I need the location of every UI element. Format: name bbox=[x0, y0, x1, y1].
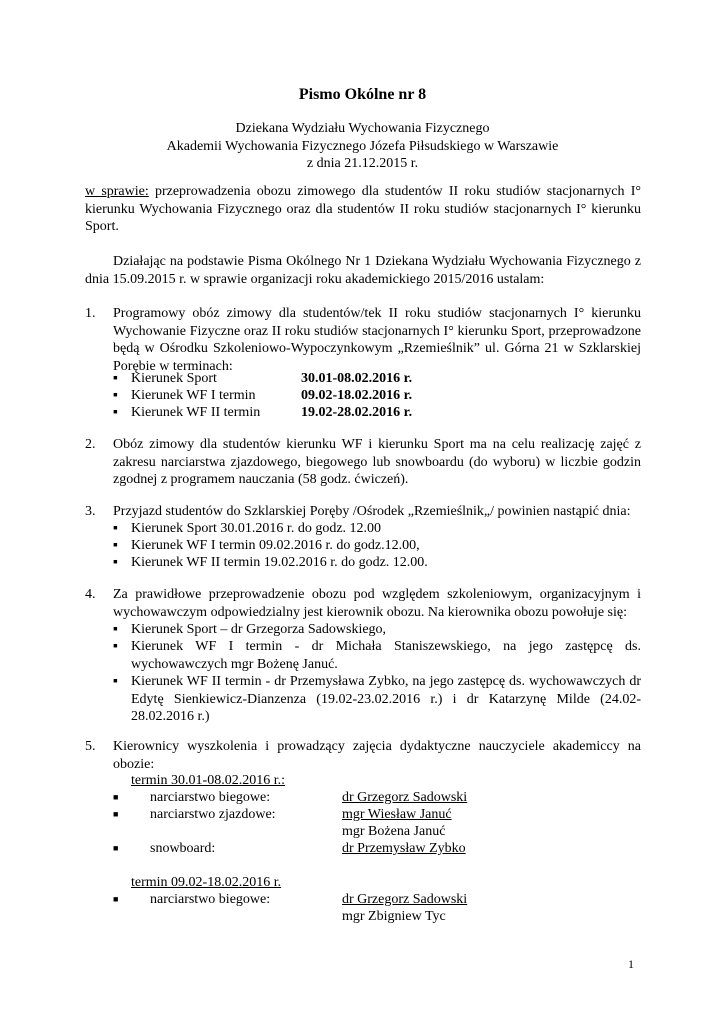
discipline: narciarstwo biegowe: bbox=[150, 892, 271, 907]
discipline: snowboard: bbox=[150, 841, 216, 856]
list-item: Kierunek Sport bbox=[131, 371, 217, 386]
instructor: dr Grzegorz Sadowski bbox=[342, 790, 468, 805]
section-1-text: Programowy obóz zimowy dla studentów/tek II roku studiów stacjonarnych I° kierunku Wychowanie Fizyczne oraz II roku studiów stacjonarnych I° kierunku Sport, przeprowadzone będą w Ośrodku Szkoleniowo-Wypoczynkowym „Rzemieślnik” ul. Górna 21 w Szklarskiej Porębie w terminach: bbox=[113, 306, 641, 374]
term-date: 09.02-18.02.2016 r. bbox=[301, 388, 413, 403]
list-item: Kierunek WF I termin 09.02.2016 r. do godz.12.00, bbox=[131, 538, 420, 553]
bullet: ▪ bbox=[113, 405, 118, 420]
bullet: ▪ bbox=[113, 521, 118, 536]
intro-paragraph: Działając na podstawie Pisma Okólnego Nr 1 Dziekana Wydziału Wychowania Fizycznego z dnia 15.09.2015 r. w sprawie organizacji roku akademickiego 2015/2016 ustalam: bbox=[85, 254, 641, 287]
discipline: narciarstwo zjazdowe: bbox=[150, 807, 276, 822]
subject-text: przeprowadzenia obozu zimowego dla studentów II roku studiów stacjonarnych I° kierunku Wychowania Fizycznego oraz dla studentów II roku studiów stacjonarnych I° kierunku Sport. bbox=[85, 184, 641, 234]
section-5-number: 5. bbox=[85, 739, 96, 754]
section-1-number: 1. bbox=[85, 306, 96, 321]
term-2-label: termin 09.02-18.02.2016 r. bbox=[131, 875, 282, 890]
term-date: 19.02-28.02.2016 r. bbox=[301, 405, 413, 420]
list-item: Kierunek WF II termin 19.02.2016 r. do godz. 12.00. bbox=[131, 555, 428, 570]
bullet: ▪ bbox=[113, 371, 118, 386]
header-line-1: Dziekana Wydziału Wychowania Fizycznego bbox=[235, 121, 490, 136]
list-item: Kierunek WF I termin bbox=[131, 388, 256, 403]
section-3-text: Przyjazd studentów do Szklarskiej Poręby /Ośrodek „Rzemieślnik„/ powinien nastąpić dnia: bbox=[113, 504, 631, 519]
bullet: ▪ bbox=[113, 538, 118, 553]
instructor: mgr Zbigniew Tyc bbox=[342, 909, 446, 924]
header-line-3: z dnia 21.12.2015 r. bbox=[306, 156, 419, 171]
list-item: Kierunek WF II termin bbox=[131, 405, 261, 420]
header-line-2: Akademii Wychowania Fizycznego Józefa Piłsudskiego w Warszawie bbox=[166, 139, 559, 154]
section-2-text: Obóz zimowy dla studentów kierunku WF i kierunku Sport ma na celu realizację zajęć z zakresu narciarstwa zjazdowego, biegowego lub snowboardu (do wyboru) w liczbie godzin zgodnej z programem nauczania (58 godz. ćwiczeń). bbox=[113, 437, 641, 487]
term-date: 30.01-08.02.2016 r. bbox=[301, 371, 413, 386]
discipline: narciarstwo biegowe: bbox=[150, 790, 271, 805]
instructor: dr Przemysław Zybko bbox=[342, 841, 466, 856]
subject-label: w sprawie: bbox=[85, 184, 149, 199]
document-title: Pismo Okólne nr 8 bbox=[298, 86, 427, 103]
bullet: ▪ bbox=[113, 622, 118, 637]
section-4-number: 4. bbox=[85, 587, 96, 602]
section-5-text: Kierownicy wyszkolenia i prowadzący zajęcia dydaktyczne nauczyciele akademiccy na obozie: bbox=[113, 739, 641, 772]
instructor: mgr Wiesław Januć bbox=[342, 807, 452, 822]
section-4-text: Za prawidłowe przeprowadzenie obozu pod względem szkoleniowym, organizacyjnym i wychowawczym odpowiedzialny jest kierownik obozu. Na kierownika obozu powołuje się: bbox=[113, 587, 641, 620]
section-3-number: 3. bbox=[85, 504, 96, 519]
square-bullet: ■ bbox=[113, 809, 119, 819]
term-1-label: termin 30.01-08.02.2016 r.: bbox=[131, 773, 285, 788]
bullet: ▪ bbox=[113, 639, 118, 654]
bullet: ▪ bbox=[113, 674, 118, 689]
list-item: Kierunek WF II termin - dr Przemysława Zybko, na jego zastępcę ds. wychowawczych dr Edytę Sienkiewicz-Dianzenza (19.02-23.02.2016 r.) i dr Katarzynę Milde (24.02-28.02.2016 r.) bbox=[131, 674, 641, 724]
page-number: 1 bbox=[628, 957, 634, 971]
bullet: ▪ bbox=[113, 388, 118, 403]
square-bullet: ■ bbox=[113, 792, 119, 802]
square-bullet: ■ bbox=[113, 843, 119, 853]
list-item: Kierunek Sport 30.01.2016 r. do godz. 12.00 bbox=[131, 521, 382, 536]
square-bullet: ■ bbox=[113, 894, 119, 904]
bullet: ▪ bbox=[113, 555, 118, 570]
section-2-number: 2. bbox=[85, 437, 96, 452]
subject-paragraph bbox=[85, 183, 641, 236]
list-item: Kierunek WF I termin - dr Michała Staniszewskiego, na jego zastępcę ds. wychowawczych mgr Bożenę Januć. bbox=[131, 639, 641, 672]
instructor: mgr Bożena Januć bbox=[342, 824, 446, 839]
list-item: Kierunek Sport – dr Grzegorza Sadowskiego, bbox=[131, 622, 387, 637]
instructor: dr Grzegorz Sadowski bbox=[342, 892, 468, 907]
